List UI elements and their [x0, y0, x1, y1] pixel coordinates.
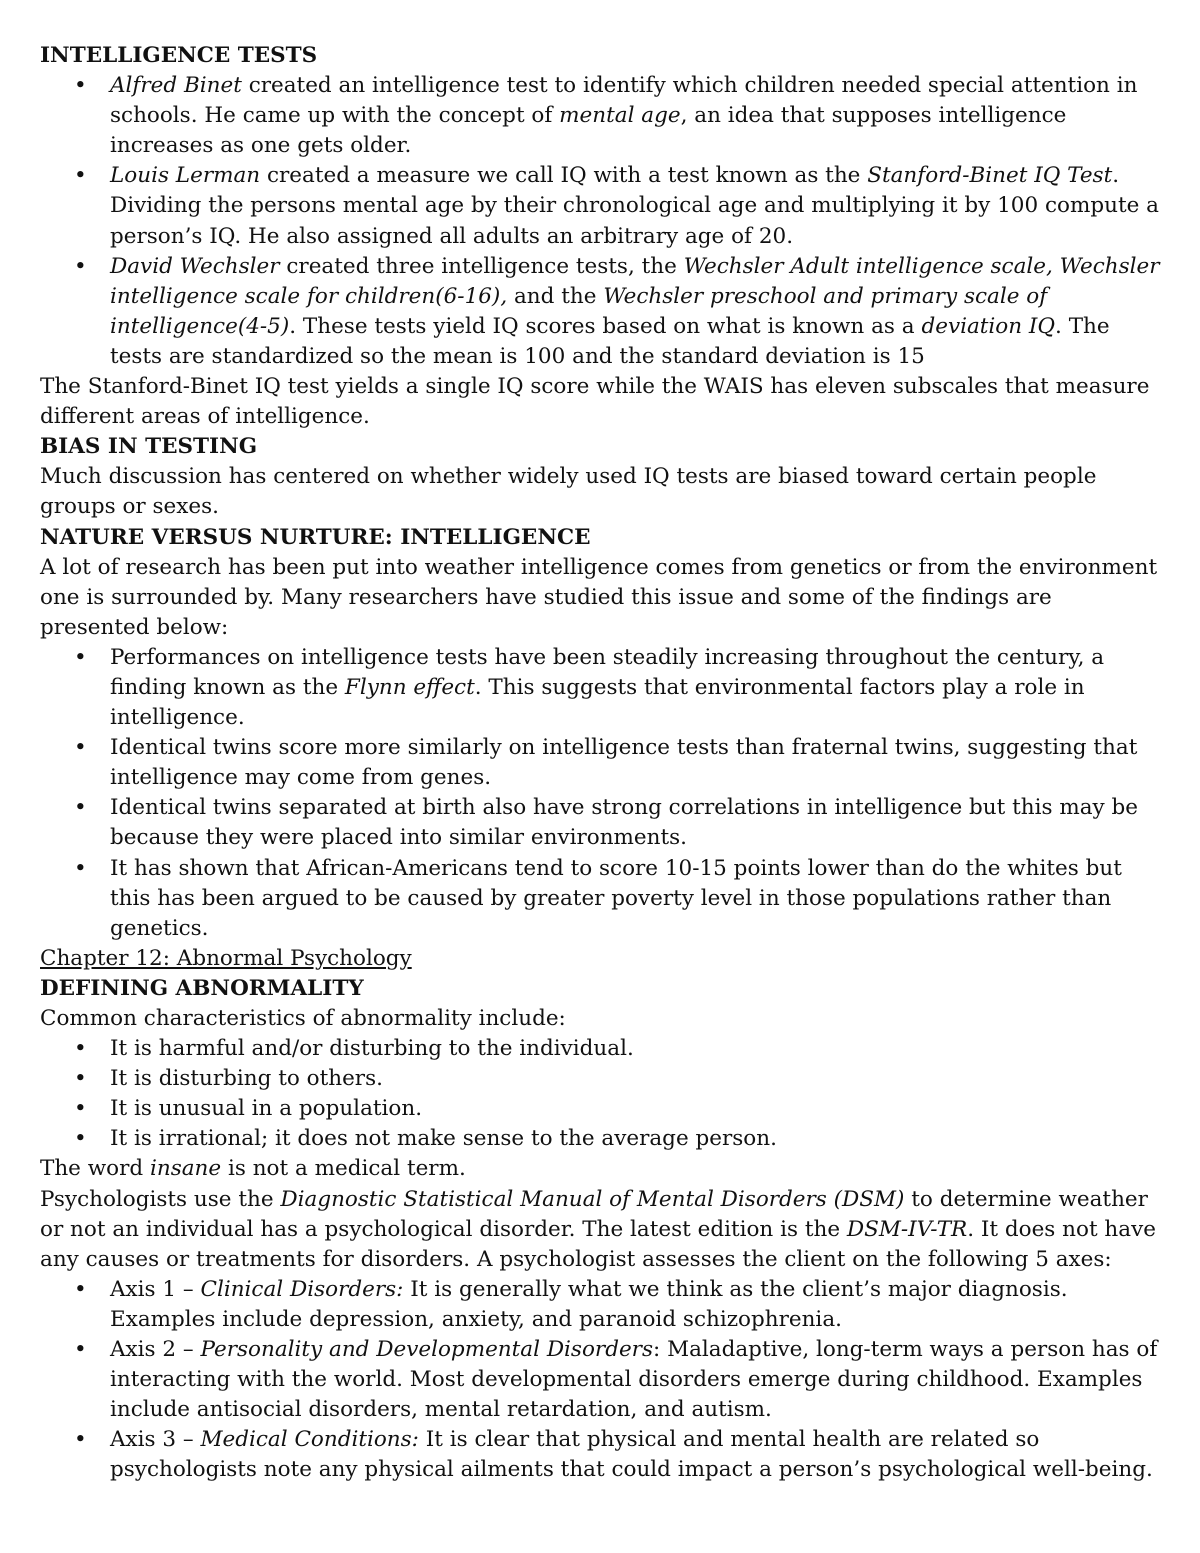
paragraph: [40, 1154, 1165, 1184]
text: . These tests yield IQ scores based on what is known as a: [289, 313, 922, 339]
paragraph: Much discussion has centered on whether widely used IQ tests are biased toward certain people groups or sexes.: [40, 464, 1097, 520]
text: to determine weather or not an individual has a psychological disorder. The latest edition is the: [40, 1186, 1148, 1242]
list-item: [40, 71, 1165, 161]
italic-text: Diagnostic Statistical Manual of Mental Disorders (DSM): [280, 1186, 905, 1212]
paragraph: A lot of research has been put into weather intelligence comes from genetics or from the environment one is surrounded by. Many researchers have studied this issue and some of the findings are presented below:: [40, 554, 1158, 640]
text: . This suggests that environmental factors play a role in intelligence.: [110, 674, 1085, 731]
text: created three intelligence tests, the: [279, 253, 684, 279]
chapter-title: Chapter 12: Abnormal Psychology: [40, 945, 412, 971]
text: . The tests are standardized so the mean is 100 and the standard deviation is 15: [110, 313, 1110, 369]
text: . Dividing the persons mental age by their chronological age and multiplying it by 100 compute a person’s IQ. He also assigned all adults an arbitrary age of 20.: [110, 163, 1159, 249]
nature-nurture-list: [40, 643, 1165, 944]
italic-text: mental age: [559, 103, 681, 129]
text: Axis 2 –: [110, 1337, 201, 1363]
text: is not a medical term.: [221, 1156, 466, 1182]
list-item: [40, 1425, 1165, 1485]
list-item: • It is harmful and/or disturbing to the individual.: [40, 1034, 1165, 1064]
paragraph: [40, 1185, 1165, 1275]
text: It is generally what we think as the client’s major diagnosis. Examples include depression, anxiety, and paranoid schizophrenia.: [110, 1276, 1068, 1332]
document-page: [40, 41, 1165, 1486]
italic-text: Clinical Disorders:: [200, 1276, 404, 1302]
list-item: • It has shown that African-Americans tend to score 10-15 points lower than do the whites but this has been argued to be caused by greater poverty level in those populations rather than genetics.: [40, 854, 1165, 944]
list-item: [40, 1335, 1165, 1425]
italic-text: Alfred Binet: [110, 73, 242, 99]
italic-text: Stanford-Binet IQ Test: [867, 163, 1113, 189]
list-item: [40, 161, 1165, 251]
text: : Maladaptive, long-term ways a person has of interacting with the world. Most developmental disorders emerge during childhood. Examples include antisocial disorders, mental retardation, and autism.: [110, 1337, 1158, 1423]
paragraph: The Stanford-Binet IQ test yields a single IQ score while the WAIS has eleven subscales that measure different areas of intelligence.: [40, 374, 1150, 430]
text: Axis 3 –: [110, 1427, 201, 1453]
list-item: • Identical twins score more similarly on intelligence tests than fraternal twins, suggesting that intelligence may come from genes.: [40, 733, 1165, 793]
text: The word: [40, 1156, 150, 1182]
text: created a measure we call IQ with a test known as the: [260, 163, 868, 189]
list-item: [40, 252, 1165, 372]
italic-text: David Wechsler: [110, 253, 280, 279]
italic-text: DSM-IV-TR: [846, 1216, 968, 1242]
heading-defining-abnormality: DEFINING ABNORMALITY: [40, 975, 364, 1001]
list-item: [40, 1275, 1165, 1335]
heading-bias-in-testing: BIAS IN TESTING: [40, 434, 258, 460]
list-item: [40, 643, 1165, 733]
text: and the: [507, 283, 604, 309]
heading-intelligence-tests: INTELLIGENCE TESTS: [40, 43, 318, 68]
italic-text: Flynn effect: [344, 674, 475, 700]
text: . It does not have any causes or treatments for disorders. A psychologist assesses the client on the following 5 axes:: [40, 1216, 1156, 1272]
text: It is clear that physical and mental health are related so psychologists note any physical ailments that could impact a person’s psychological well-being.: [110, 1427, 1153, 1483]
list-item: • Identical twins separated at birth also have strong correlations in intelligence but this may be because they were placed into similar environments.: [40, 793, 1165, 853]
text: Performances on intelligence tests have been steadily increasing throughout the century, a finding known as the: [110, 644, 1105, 700]
text: Axis 1 –: [110, 1276, 201, 1302]
intelligence-tests-list: [40, 71, 1165, 372]
list-item: • It is disturbing to others.: [40, 1064, 1165, 1094]
italic-text: Louis Lerman: [110, 163, 261, 189]
italic-text: Wechsler Adult intelligence scale, Wechsler intelligence scale for children(6-16),: [110, 253, 1160, 309]
text: Psychologists use the: [40, 1186, 281, 1212]
heading-nature-versus-nurture: NATURE VERSUS NURTURE: INTELLIGENCE: [40, 524, 591, 550]
axes-list: [40, 1275, 1165, 1486]
italic-text: Medical Conditions:: [200, 1427, 419, 1453]
italic-text: Wechsler preschool and primary scale of intelligence(4-5): [110, 283, 1048, 339]
paragraph: Common characteristics of abnormality include:: [40, 1006, 566, 1031]
italic-text: deviation IQ: [921, 313, 1056, 339]
italic-text: Personality and Developmental Disorders: [200, 1337, 653, 1363]
abnormality-list: [40, 1034, 1165, 1154]
italic-text: insane: [149, 1156, 222, 1182]
text: , an idea that supposes intelligence increases as one gets older.: [110, 103, 1067, 159]
text: created an intelligence test to identify which children needed special attention in schools. He came up with the concept of: [110, 73, 1138, 129]
list-item: • It is irrational; it does not make sense to the average person.: [40, 1124, 1165, 1154]
list-item: • It is unusual in a population.: [40, 1094, 1165, 1124]
